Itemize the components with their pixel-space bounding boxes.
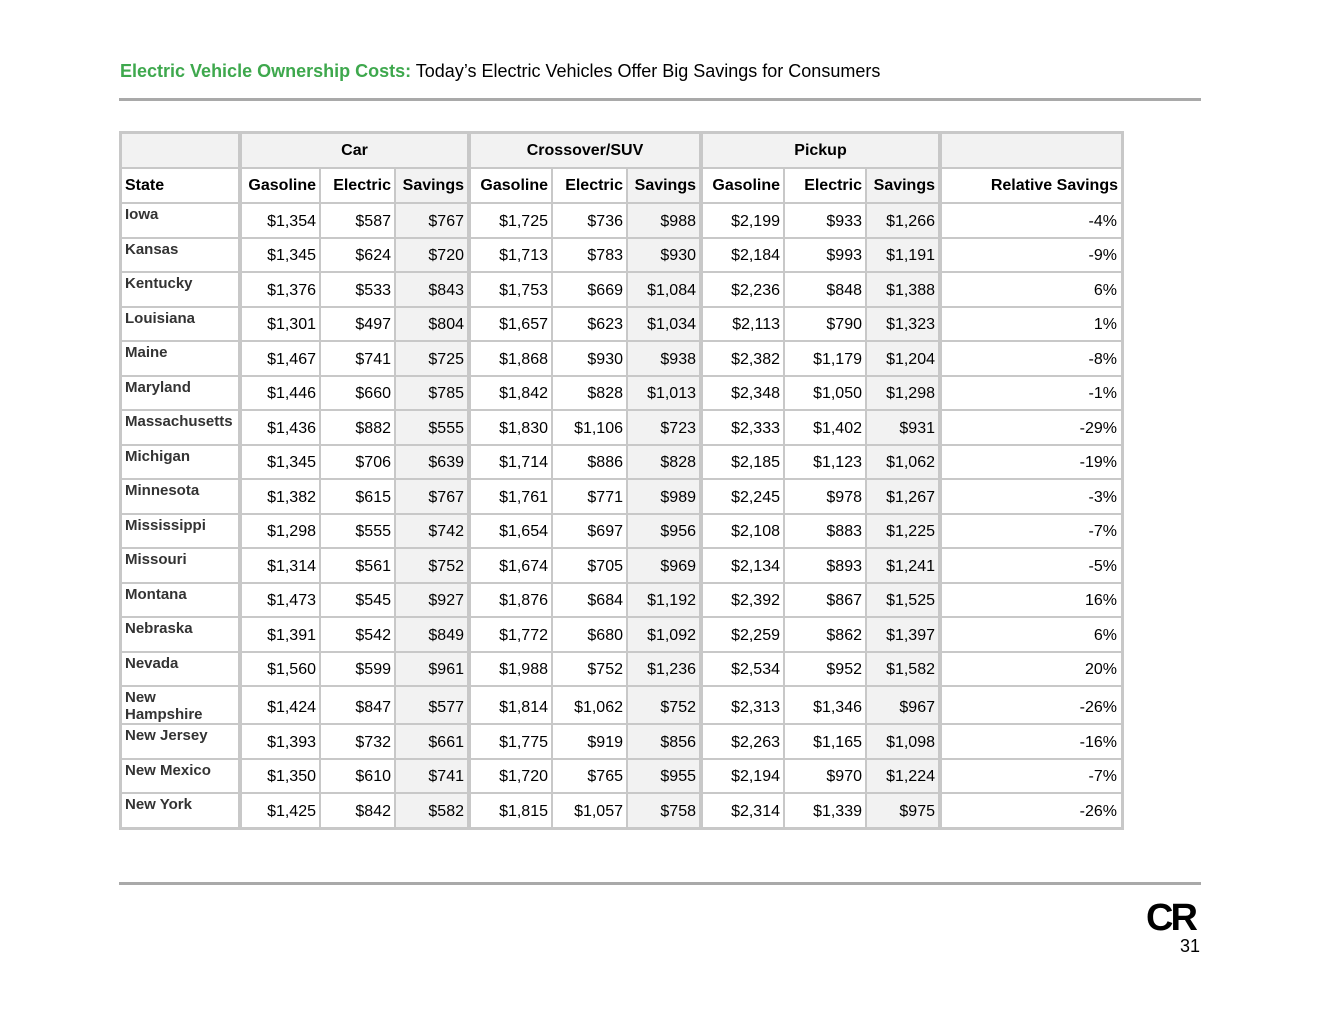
cell-pickup-gasoline: $2,245 (702, 479, 784, 514)
cell-suv-savings: $1,013 (627, 376, 702, 411)
cell-car-gasoline: $1,473 (241, 583, 320, 618)
cell-pickup-gasoline: $2,313 (702, 686, 784, 724)
cell-pickup-gasoline: $2,184 (702, 238, 784, 273)
cell-suv-gasoline: $1,772 (470, 617, 552, 652)
cell-suv-gasoline: $1,876 (470, 583, 552, 618)
cell-car-electric: $732 (320, 724, 395, 759)
cell-relative-savings: 6% (941, 617, 1122, 652)
cell-car-gasoline: $1,436 (241, 410, 320, 445)
table-row (121, 203, 1122, 238)
column-header-suv-gasoline: Gasoline (470, 168, 552, 203)
cell-suv-savings: $828 (627, 445, 702, 480)
cell-pickup-savings: $1,323 (866, 307, 941, 342)
cell-relative-savings: 20% (941, 652, 1122, 687)
cell-pickup-electric: $993 (784, 238, 866, 273)
cell-car-gasoline: $1,425 (241, 793, 320, 828)
cell-car-gasoline: $1,298 (241, 514, 320, 549)
cell-pickup-electric: $867 (784, 583, 866, 618)
cell-pickup-electric: $790 (784, 307, 866, 342)
cell-pickup-electric: $883 (784, 514, 866, 549)
cell-pickup-gasoline: $2,108 (702, 514, 784, 549)
cell-car-savings: $742 (395, 514, 470, 549)
page-number: 31 (1179, 936, 1200, 956)
cell-suv-electric: $1,106 (552, 410, 627, 445)
cell-pickup-electric: $893 (784, 548, 866, 583)
cell-car-gasoline: $1,446 (241, 376, 320, 411)
cell-pickup-gasoline: $2,314 (702, 793, 784, 828)
cell-suv-savings: $1,034 (627, 307, 702, 342)
column-header-pickup-savings: Savings (866, 168, 941, 203)
cell-suv-gasoline: $1,842 (470, 376, 552, 411)
cell-relative-savings: -7% (941, 514, 1122, 549)
cell-pickup-gasoline: $2,236 (702, 272, 784, 307)
column-header-suv-electric: Electric (552, 168, 627, 203)
cell-car-savings: $767 (395, 479, 470, 514)
cell-pickup-electric: $978 (784, 479, 866, 514)
cell-suv-electric: $771 (552, 479, 627, 514)
table-row (121, 445, 1122, 480)
cell-pickup-savings: $967 (866, 686, 941, 724)
cell-car-electric: $542 (320, 617, 395, 652)
cell-suv-gasoline: $1,713 (470, 238, 552, 273)
cell-car-electric: $610 (320, 759, 395, 794)
table-row (121, 307, 1122, 342)
bottom-divider (119, 882, 1201, 885)
cell-car-savings: $582 (395, 793, 470, 828)
group-header-row (121, 133, 1122, 168)
cell-car-savings: $720 (395, 238, 470, 273)
cell-pickup-electric: $933 (784, 203, 866, 238)
cell-car-savings: $639 (395, 445, 470, 480)
cell-car-savings: $767 (395, 203, 470, 238)
cell-car-electric: $741 (320, 341, 395, 376)
cell-state: Kentucky (121, 272, 241, 307)
cell-suv-electric: $783 (552, 238, 627, 273)
cell-suv-electric: $1,057 (552, 793, 627, 828)
cell-suv-savings: $1,092 (627, 617, 702, 652)
column-header-state: State (121, 168, 241, 203)
cell-car-gasoline: $1,376 (241, 272, 320, 307)
table-body (121, 203, 1122, 828)
cell-pickup-savings: $1,397 (866, 617, 941, 652)
cell-car-electric: $497 (320, 307, 395, 342)
cell-suv-savings: $1,192 (627, 583, 702, 618)
cell-relative-savings: -26% (941, 686, 1122, 724)
ev-cost-table (119, 131, 1124, 830)
table-row (121, 583, 1122, 618)
cell-pickup-savings: $1,525 (866, 583, 941, 618)
column-header-pickup-electric: Electric (784, 168, 866, 203)
table-row (121, 238, 1122, 273)
cell-car-electric: $882 (320, 410, 395, 445)
title-rest: Today’s Electric Vehicles Offer Big Savings for Consumers (411, 61, 881, 81)
cell-pickup-savings: $1,582 (866, 652, 941, 687)
cell-car-savings: $752 (395, 548, 470, 583)
cell-pickup-gasoline: $2,194 (702, 759, 784, 794)
cell-suv-electric: $680 (552, 617, 627, 652)
cell-car-gasoline: $1,350 (241, 759, 320, 794)
cell-car-electric: $555 (320, 514, 395, 549)
cell-pickup-electric: $1,165 (784, 724, 866, 759)
cell-pickup-electric: $1,123 (784, 445, 866, 480)
cell-pickup-savings: $1,098 (866, 724, 941, 759)
cell-pickup-gasoline: $2,134 (702, 548, 784, 583)
table-row (121, 617, 1122, 652)
cell-suv-savings: $988 (627, 203, 702, 238)
cell-suv-savings: $723 (627, 410, 702, 445)
cell-pickup-electric: $1,339 (784, 793, 866, 828)
cell-pickup-electric: $970 (784, 759, 866, 794)
cell-relative-savings: 16% (941, 583, 1122, 618)
cell-state: New York (121, 793, 241, 828)
table-row (121, 376, 1122, 411)
cell-suv-savings: $856 (627, 724, 702, 759)
cr-logo: CR (1146, 897, 1195, 939)
top-divider (119, 98, 1201, 101)
cell-suv-gasoline: $1,830 (470, 410, 552, 445)
cell-suv-savings: $969 (627, 548, 702, 583)
cell-car-savings: $961 (395, 652, 470, 687)
cell-pickup-gasoline: $2,348 (702, 376, 784, 411)
table-row (121, 548, 1122, 583)
cell-pickup-savings: $1,191 (866, 238, 941, 273)
cell-car-gasoline: $1,345 (241, 238, 320, 273)
cell-suv-gasoline: $1,814 (470, 686, 552, 724)
cell-suv-electric: $1,062 (552, 686, 627, 724)
cell-car-gasoline: $1,560 (241, 652, 320, 687)
cell-suv-gasoline: $1,674 (470, 548, 552, 583)
cell-suv-gasoline: $1,815 (470, 793, 552, 828)
cell-car-electric: $842 (320, 793, 395, 828)
title-accent: Electric Vehicle Ownership Costs: (120, 61, 412, 81)
group-header-blank (121, 133, 241, 168)
cell-suv-electric: $684 (552, 583, 627, 618)
cell-pickup-savings: $1,204 (866, 341, 941, 376)
cell-pickup-gasoline: $2,263 (702, 724, 784, 759)
group-header-car: Car (241, 133, 470, 168)
cell-pickup-electric: $1,346 (784, 686, 866, 724)
cell-car-savings: $785 (395, 376, 470, 411)
cell-car-electric: $587 (320, 203, 395, 238)
cell-suv-gasoline: $1,753 (470, 272, 552, 307)
cell-car-savings: $843 (395, 272, 470, 307)
cell-car-gasoline: $1,354 (241, 203, 320, 238)
cell-suv-savings: $955 (627, 759, 702, 794)
cell-suv-gasoline: $1,988 (470, 652, 552, 687)
cell-car-gasoline: $1,467 (241, 341, 320, 376)
column-header-row (121, 168, 1122, 203)
cell-car-savings: $741 (395, 759, 470, 794)
cell-state: Maine (121, 341, 241, 376)
cell-state: New Jersey (121, 724, 241, 759)
cell-state: Michigan (121, 445, 241, 480)
cell-pickup-gasoline: $2,113 (702, 307, 784, 342)
cell-car-electric: $624 (320, 238, 395, 273)
cell-pickup-savings: $1,266 (866, 203, 941, 238)
cell-state: Massachusetts (121, 410, 241, 445)
cell-relative-savings: -8% (941, 341, 1122, 376)
cell-suv-gasoline: $1,657 (470, 307, 552, 342)
cell-state: Montana (121, 583, 241, 618)
table-row (121, 272, 1122, 307)
cell-car-gasoline: $1,301 (241, 307, 320, 342)
cell-relative-savings: -3% (941, 479, 1122, 514)
cell-car-electric: $533 (320, 272, 395, 307)
page-title (120, 60, 880, 82)
cell-relative-savings: 1% (941, 307, 1122, 342)
cell-pickup-savings: $1,062 (866, 445, 941, 480)
cell-car-savings: $927 (395, 583, 470, 618)
cell-suv-gasoline: $1,868 (470, 341, 552, 376)
cell-pickup-gasoline: $2,199 (702, 203, 784, 238)
cell-suv-savings: $1,084 (627, 272, 702, 307)
cell-suv-electric: $752 (552, 652, 627, 687)
cell-suv-electric: $919 (552, 724, 627, 759)
cell-suv-electric: $886 (552, 445, 627, 480)
table-row (121, 793, 1122, 828)
table-row (121, 686, 1122, 724)
table-row (121, 724, 1122, 759)
cell-suv-gasoline: $1,654 (470, 514, 552, 549)
cell-suv-savings: $989 (627, 479, 702, 514)
cell-pickup-savings: $975 (866, 793, 941, 828)
cell-relative-savings: -29% (941, 410, 1122, 445)
cell-car-electric: $561 (320, 548, 395, 583)
group-header-relative-blank (941, 133, 1122, 168)
cell-suv-savings: $1,236 (627, 652, 702, 687)
cell-car-savings: $555 (395, 410, 470, 445)
cell-car-savings: $661 (395, 724, 470, 759)
table-row (121, 479, 1122, 514)
cell-suv-electric: $705 (552, 548, 627, 583)
cell-pickup-savings: $1,388 (866, 272, 941, 307)
cell-pickup-gasoline: $2,259 (702, 617, 784, 652)
cell-car-gasoline: $1,314 (241, 548, 320, 583)
cell-car-gasoline: $1,393 (241, 724, 320, 759)
cell-car-savings: $577 (395, 686, 470, 724)
cell-suv-gasoline: $1,775 (470, 724, 552, 759)
cell-suv-electric: $697 (552, 514, 627, 549)
cell-suv-savings: $758 (627, 793, 702, 828)
cell-suv-electric: $736 (552, 203, 627, 238)
cell-relative-savings: 6% (941, 272, 1122, 307)
cell-car-savings: $725 (395, 341, 470, 376)
cell-car-electric: $615 (320, 479, 395, 514)
cell-pickup-savings: $931 (866, 410, 941, 445)
cell-relative-savings: -26% (941, 793, 1122, 828)
cell-pickup-savings: $1,267 (866, 479, 941, 514)
cell-pickup-savings: $1,298 (866, 376, 941, 411)
cell-car-savings: $849 (395, 617, 470, 652)
cell-state: Minnesota (121, 479, 241, 514)
cell-suv-electric: $669 (552, 272, 627, 307)
cell-state: Nevada (121, 652, 241, 687)
group-header-pickup: Pickup (702, 133, 941, 168)
cell-car-gasoline: $1,424 (241, 686, 320, 724)
cell-car-gasoline: $1,382 (241, 479, 320, 514)
cell-suv-savings: $752 (627, 686, 702, 724)
cell-pickup-electric: $1,402 (784, 410, 866, 445)
group-header-crossover: Crossover/SUV (470, 133, 702, 168)
cell-car-savings: $804 (395, 307, 470, 342)
cell-suv-gasoline: $1,725 (470, 203, 552, 238)
cell-pickup-savings: $1,224 (866, 759, 941, 794)
cell-pickup-gasoline: $2,382 (702, 341, 784, 376)
table-row (121, 652, 1122, 687)
column-header-car-electric: Electric (320, 168, 395, 203)
cell-pickup-gasoline: $2,392 (702, 583, 784, 618)
cell-pickup-gasoline: $2,333 (702, 410, 784, 445)
cell-relative-savings: -7% (941, 759, 1122, 794)
cell-pickup-electric: $1,050 (784, 376, 866, 411)
cell-suv-gasoline: $1,720 (470, 759, 552, 794)
cell-relative-savings: -19% (941, 445, 1122, 480)
cell-pickup-gasoline: $2,185 (702, 445, 784, 480)
column-header-relative-savings: Relative Savings (941, 168, 1122, 203)
cell-car-gasoline: $1,391 (241, 617, 320, 652)
column-header-car-savings: Savings (395, 168, 470, 203)
cell-state: New Mexico (121, 759, 241, 794)
cell-relative-savings: -5% (941, 548, 1122, 583)
cell-relative-savings: -16% (941, 724, 1122, 759)
cell-relative-savings: -4% (941, 203, 1122, 238)
column-header-car-gasoline: Gasoline (241, 168, 320, 203)
column-header-pickup-gasoline: Gasoline (702, 168, 784, 203)
cell-car-gasoline: $1,345 (241, 445, 320, 480)
cell-state: Missouri (121, 548, 241, 583)
cell-suv-gasoline: $1,714 (470, 445, 552, 480)
table-row (121, 341, 1122, 376)
table-row (121, 410, 1122, 445)
cell-car-electric: $660 (320, 376, 395, 411)
column-header-suv-savings: Savings (627, 168, 702, 203)
cell-state: Maryland (121, 376, 241, 411)
cell-state: Iowa (121, 203, 241, 238)
table-row (121, 514, 1122, 549)
cell-pickup-electric: $862 (784, 617, 866, 652)
cell-state: Louisiana (121, 307, 241, 342)
cell-car-electric: $599 (320, 652, 395, 687)
cell-relative-savings: -9% (941, 238, 1122, 273)
cell-state: New Hampshire (121, 686, 241, 724)
cell-relative-savings: -1% (941, 376, 1122, 411)
cell-suv-savings: $956 (627, 514, 702, 549)
cell-car-electric: $847 (320, 686, 395, 724)
cell-pickup-electric: $1,179 (784, 341, 866, 376)
cell-pickup-savings: $1,225 (866, 514, 941, 549)
cell-pickup-gasoline: $2,534 (702, 652, 784, 687)
cell-car-electric: $706 (320, 445, 395, 480)
cell-pickup-electric: $952 (784, 652, 866, 687)
cell-car-electric: $545 (320, 583, 395, 618)
cell-state: Nebraska (121, 617, 241, 652)
cell-suv-electric: $930 (552, 341, 627, 376)
cell-pickup-savings: $1,241 (866, 548, 941, 583)
table-row (121, 759, 1122, 794)
cell-suv-savings: $930 (627, 238, 702, 273)
cell-state: Kansas (121, 238, 241, 273)
cell-suv-electric: $828 (552, 376, 627, 411)
cell-suv-electric: $765 (552, 759, 627, 794)
cell-suv-electric: $623 (552, 307, 627, 342)
cell-suv-savings: $938 (627, 341, 702, 376)
cell-suv-gasoline: $1,761 (470, 479, 552, 514)
cell-state: Mississippi (121, 514, 241, 549)
cell-pickup-electric: $848 (784, 272, 866, 307)
